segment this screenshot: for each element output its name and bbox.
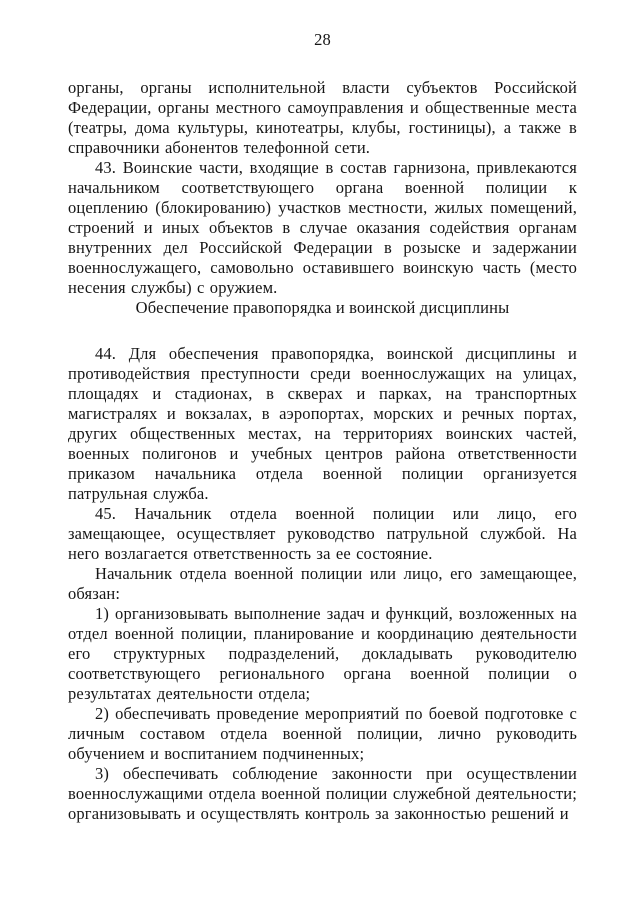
paragraph-44: 44. Для обеспечения правопорядка, воинской дисциплины и противодействия преступности среди военнослужащих на улицах, площадях и стадионах, в скверах и парках, на транспортных магистралях и вокзалах, в аэропортах, морских и речных портах, других общественных местах, на территориях воинских частей, военных полигонов и учебных центров района ответственности приказом начальника отдела военной полиции организуется патрульная служба. [68, 344, 577, 503]
section-heading: Обеспечение правопорядка и воинской дисциплины [135, 298, 510, 317]
paragraph-duty-item-3: 3) обеспечивать соблюдение законности при осуществлении военнослужащими отдела военной полиции служебной деятельности; организовывать и осуществлять контроль за законностью решений и [68, 764, 577, 823]
paragraph-43: 43. Воинские части, входящие в состав гарнизона, привлекаются начальником соответствующего органа военной полиции к оцеплению (блокированию) участков местности, жилых помещений, строений и иных объектов в случае оказания содействия органам внутренних дел Российской Федерации в розыске и задержании военнослужащего, самовольно оставившего воинскую часть (место несения службы) с оружием. [68, 158, 577, 297]
paragraph-duty-item-2: 2) обеспечивать проведение мероприятий по боевой подготовке с личным составом отдела военной полиции, лично руководить обучением и воспитанием подчиненных; [68, 704, 577, 763]
paragraph-duties-intro: Начальник отдела военной полиции или лицо, его замещающее, обязан: [68, 564, 577, 603]
paragraph-45: 45. Начальник отдела военной полиции или лицо, его замещающее, осуществляет руководство патрульной службой. На него возлагается ответственность за ее состояние. [68, 504, 577, 563]
paragraph-duty-item-1: 1) организовывать выполнение задач и функций, возложенных на отдел военной полиции, планирование и координацию деятельности его структурных подразделений, докладывать руководителю соответствующего регионального органа военной полиции о результатах деятельности отдела; [68, 604, 577, 703]
document-body [68, 78, 577, 824]
paragraph-continuation: органы, органы исполнительной власти субъектов Российской Федерации, органы местного самоуправления и общественные места (театры, дома культуры, кинотеатры, клубы, гостиницы), а также в справочники абонентов телефонной сети. [68, 78, 577, 157]
page-number: 28 [314, 30, 331, 49]
